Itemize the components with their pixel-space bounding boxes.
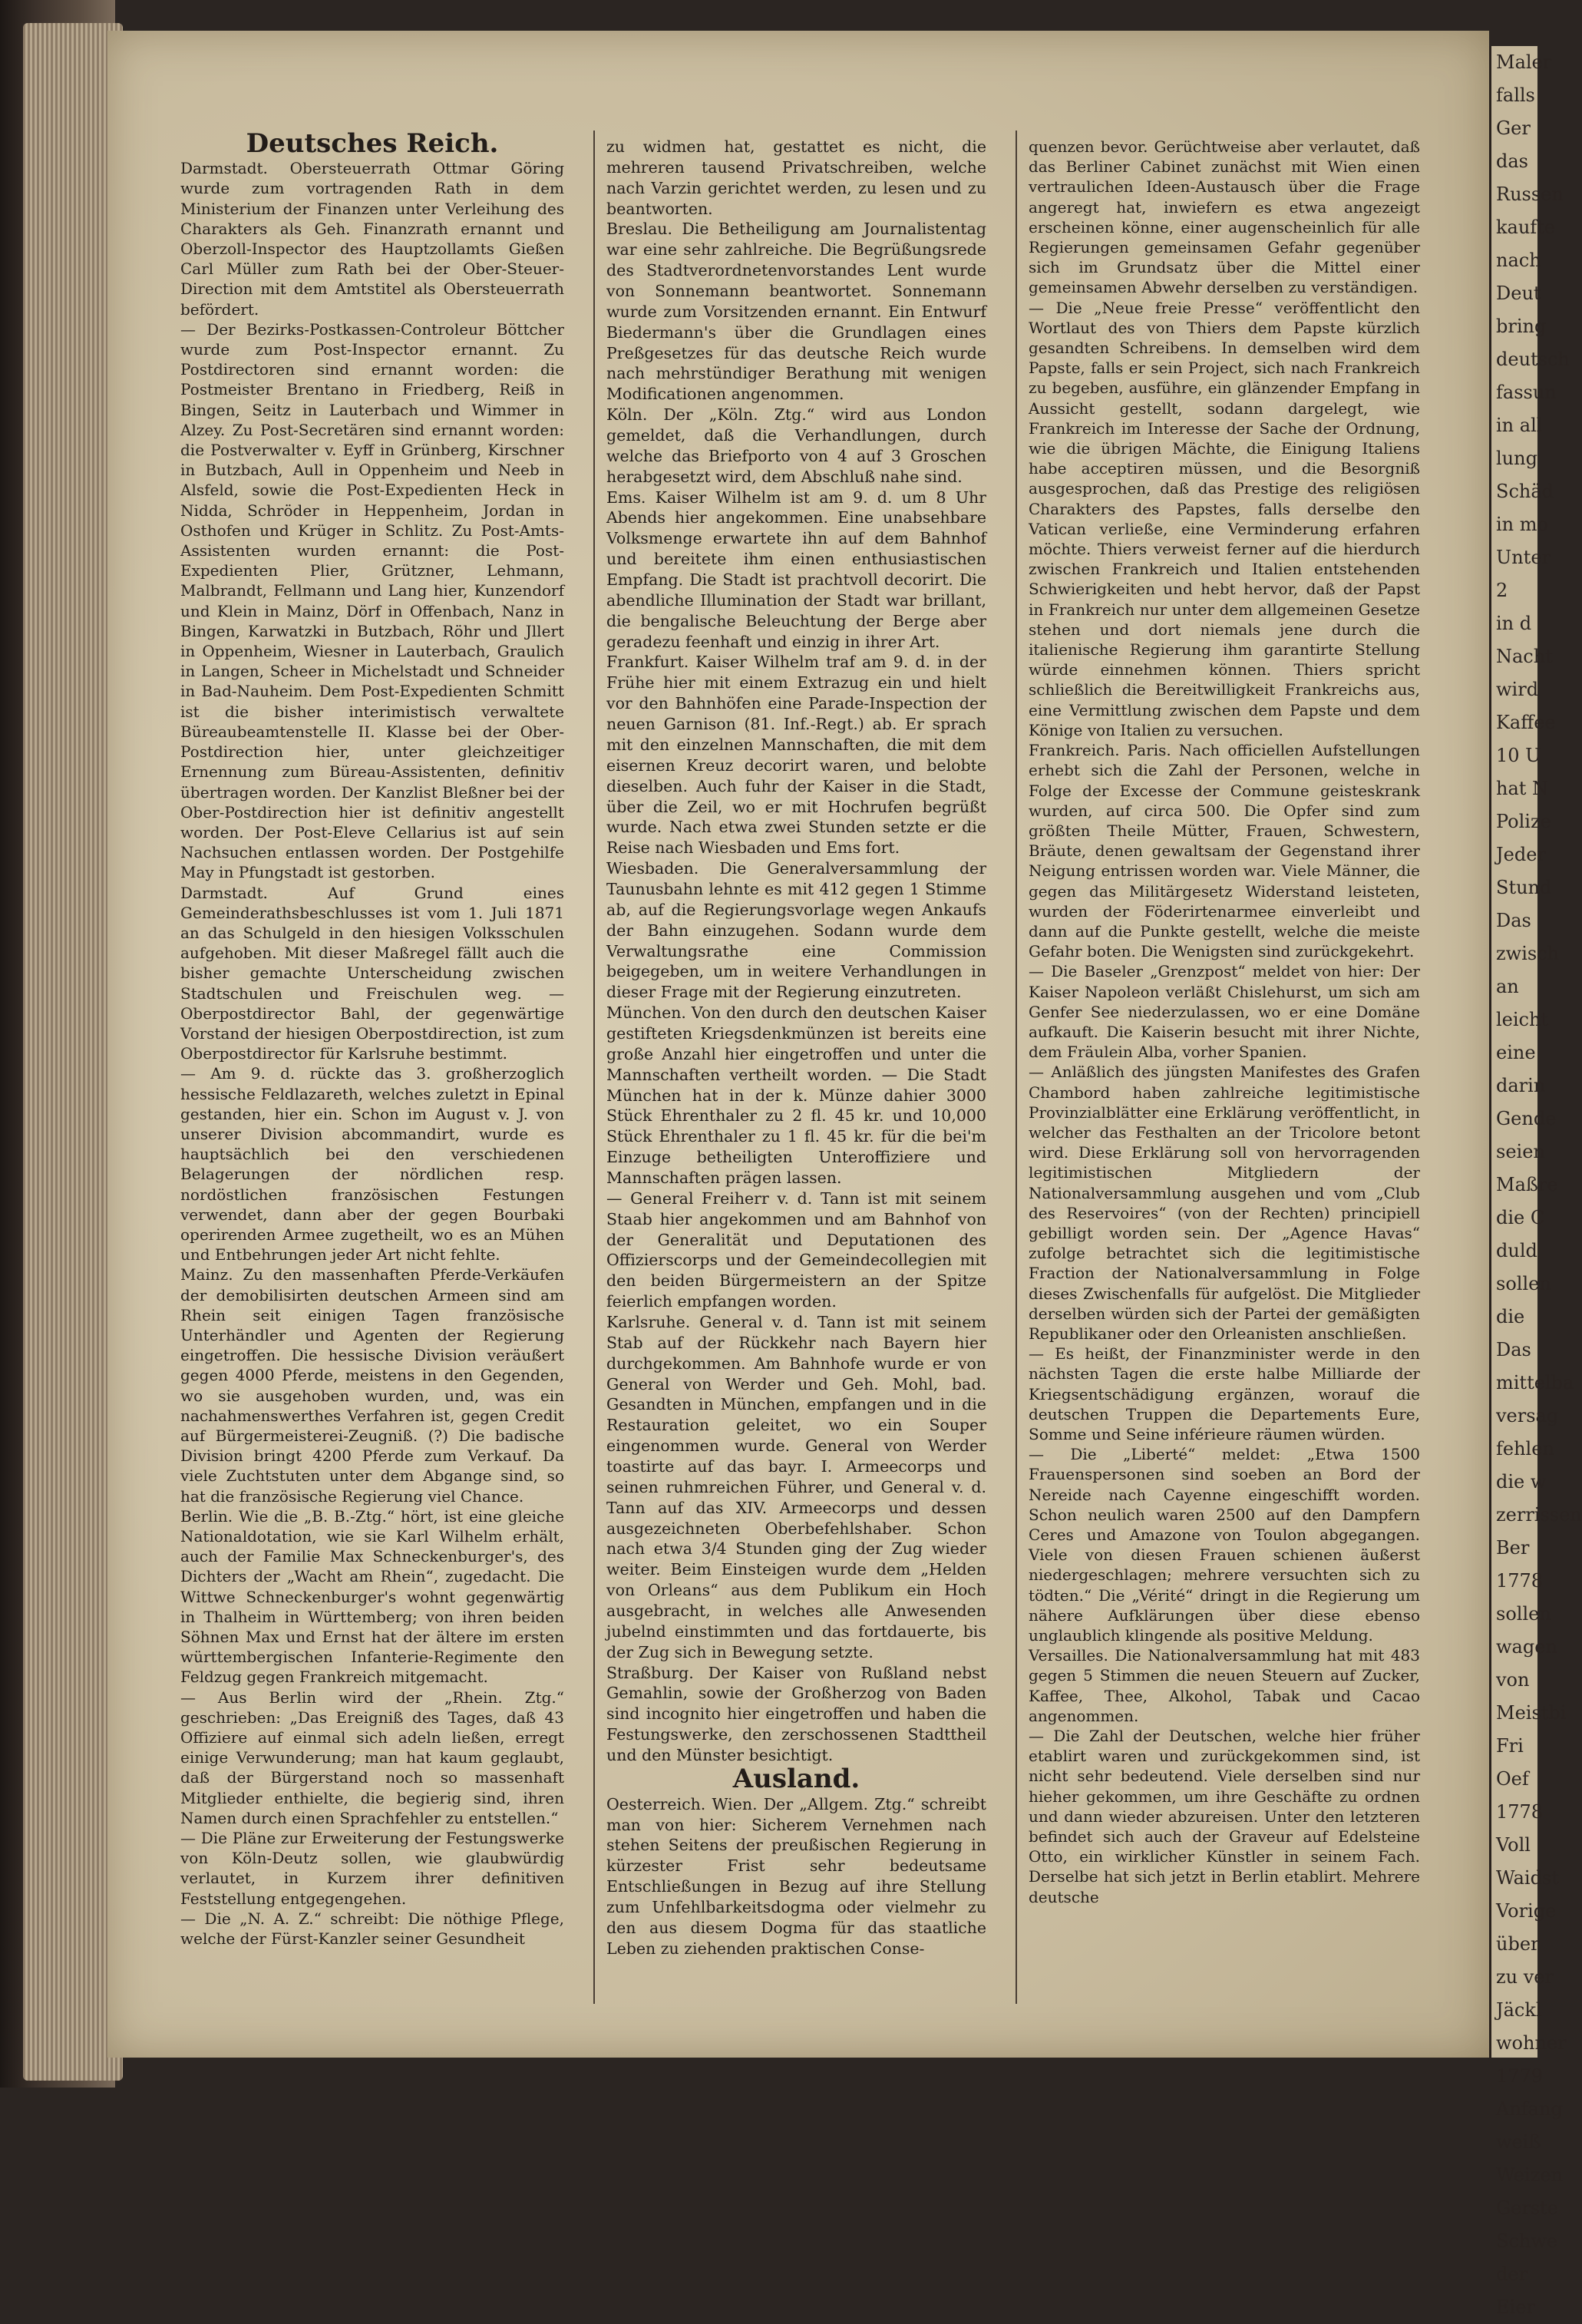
- next-page-word: Ber: [1496, 1537, 1530, 1559]
- article-paragraph: Karlsruhe. General v. d. Tann ist mit seinem Stab auf der Rückkehr nach Bayern hier durchgekommen. Am Bahnhofe wurde er von General von Werder und Geh. Mohl, bad. Gesandten in München, empfangen und in die Restauration geleitet, wo ein Souper eingenommen wurde. General von Werder toastirte auf das bayr. I. Armeecorps und seinen ruhmreichen Führer, und General v. d. Tann auf das XIV. Armeecorps und dessen ausgezeichneten Oberbefehlshaber. Schon nach etwa 3/4 Stunden ging der Zug wieder weiter. Beim Einsteigen wurde dem „Helden von Orleans“ aus dem Publikum ein Hoch ausgebracht, in welches alle Anwesenden jubelnd einstimmten und das fortdauerte, bis der Zug sich in Bewegung setzte.: [606, 1312, 986, 1661]
- next-page-word: Das: [1496, 910, 1531, 931]
- next-page-word: Russen: [1496, 183, 1564, 205]
- next-page-word: fehlen: [1496, 1438, 1554, 1460]
- next-page-word: in all: [1496, 415, 1543, 436]
- next-page-word: Fri: [1496, 1735, 1524, 1757]
- next-page-word: 2: [1496, 580, 1508, 601]
- article-paragraph: — Die „N. A. Z.“ schreibt: Die nöthige Pflege, welche der Fürst-Kanzler seiner Gesundheit: [180, 1909, 564, 1949]
- next-page-word: Voll: [1496, 1834, 1531, 1856]
- article-paragraph: Wiesbaden. Die Generalversammlung der Taunusbahn lehnte es mit 412 gegen 1 Stimme ab, auf die Regierungsvorlage wegen Ankaufs der Bahn einzugehen. Sodann wurde dem Verwaltungsrathe eine Commission beigegeben, um in weitere Verhandlungen in dieser Frage mit der Regierung einzutreten.: [606, 859, 986, 1002]
- next-page-word: deutsch: [1496, 349, 1570, 370]
- next-page-word: kaufte: [1496, 217, 1556, 238]
- article-paragraph: — Am 9. d. rückte das 3. großherzoglich hessische Feldlazareth, welches zuletzt in Epinal gestanden, hier ein. Schon im August v. J. von unserer Division abcommandirt, wurde es hauptsächlich bei den verschiedenen Belagerungen der nördlichen resp. nordöstlichen französischen Festungen verwendet, dann aber der gegen Bourbaki operirenden Armee zugetheilt, wo es an Mühen und Entbehrungen jeder Art nicht fehlte.: [180, 1064, 564, 1264]
- article-paragraph: — General Freiherr v. d. Tann ist mit seinem Staab hier angekommen und am Bahnhof von der Generalität und Deputationen des Offizierscorps und der Gemeindecollegien mit den beiden Bürgermeistern an der Spitze feierlich empfangen worden.: [606, 1188, 986, 1311]
- next-page-word: wagen: [1496, 1636, 1557, 1658]
- next-page-word: Jäckl: [1496, 1999, 1542, 2021]
- column-rule: [593, 131, 595, 2004]
- next-page-word: zu ver: [1496, 1966, 1554, 1988]
- next-page-word: fassun: [1496, 382, 1557, 403]
- next-page-word: sollen: [1496, 1273, 1551, 1294]
- next-page-word: die C: [1496, 1207, 1545, 1228]
- next-page-word: Weizen: [1496, 2164, 1563, 2186]
- next-page-word: Meistbi: [1496, 1702, 1567, 1724]
- next-page-word: die w: [1496, 1471, 1547, 1493]
- article-paragraph: — Es heißt, der Finanzminister werde in den nächsten Tagen die erste halbe Milliarde der Kriegsentschädigung ergänzen, worauf die deutschen Truppen die Departements Eure, Somme und Seine inférieure räumen würden.: [1029, 1344, 1420, 1443]
- next-page-word: Schwe: [1496, 2230, 1558, 2252]
- next-page-word: Das: [1496, 1339, 1531, 1360]
- next-page-word: Jeder: [1496, 844, 1546, 865]
- next-page-word: seien: [1496, 1141, 1545, 1162]
- article-paragraph: — Die Pläne zur Erweiterung der Festungswerke von Köln-Deutz sollen, wie glaubwürdig verlautet, in Kurzem ihrer definitiven Feststellung entgegengehen.: [180, 1829, 564, 1908]
- next-page-word: nach: [1496, 250, 1541, 271]
- article-paragraph: Breslau. Die Betheiligung am Journalistentag war eine sehr zahlreiche. Die Begrüßungsrede des Stadtverordnetenvorstandes Lent wurde von Sonnemann beantwortet. Sonnemann wurde zum Vorsitzenden ernannt. Ein Entwurf Biedermann's über die Grundlagen eines Preßgesetzes für das deutsche Reich wurde nach mehrstündiger Berathung mit wenigen Modificationen angenommen.: [606, 220, 986, 404]
- article-paragraph: Ems. Kaiser Wilhelm ist am 9. d. um 8 Uhr Abends hier angekommen. Eine unabsehbare Volksmenge erwartete ihn auf dem Bahnhof und bereitete ihm einen enthusiastischen Empfang. Die Stadt ist prachtvoll decorirt. Die abendliche Illumination der Stadt war brillant, die bengalische Beleuchtung der Berge aber geradezu feenhaft und einzig in ihrer Art.: [606, 488, 986, 651]
- article-paragraph: — Die „Neue freie Presse“ veröffentlicht den Wortlaut des von Thiers dem Papste kürzlich gesandten Schreibens. In demselben wird dem Papste, falls er sein Project, sich nach Frankreich zu begeben, ausführe, ein glänzender Empfang in Aussicht gestellt, sodann dargelegt, wie Frankreich im Interesse der Sache der Ordnung, wie die übrigen Mächte, die Einigung Italiens habe acceptiren müssen, und die Besorgniß ausgesprochen, daß das Prestige des religiösen Charakters des Papstes, falls derselbe den Vatican verließe, eine Verminderung erfahren möchte. Thiers verweist ferner auf die hierdurch zwischen Frankreich und Italien entstehenden Schwierigkeiten und hebt hervor, daß der Papst in Frankreich nur unter dem allgemeinen Gesetze stehen und dort niemals jene durch die italienische Regierung ihm garantirte Stellung würde einnehmen können. Thiers spricht schließlich die Bereitwilligkeit Frankreichs aus, eine Vermittlung zwischen dem Papste und dem Könige von Italien zu versuchen.: [1029, 298, 1420, 739]
- next-page-word: Maßre: [1496, 1174, 1558, 1195]
- article-paragraph: — Anläßlich des jüngsten Manifestes des Grafen Chambord haben zahlreiche legitimistische Provinzialblätter eine Erklärung veröffentlicht, in welcher das Festhalten an der Tricolore betont wird. Diese Erklärung soll von hervorragenden legitimistischen Mitgliedern der Nationalversammlung ausgehen und vom „Club des Reservoires“ (von der Rechten) principiell gebilligt worden sein. Der „Agence Havas“ zufolge betrachtet sich die legitimistische Fraction der Nationalversammlung in Folge dieses Zwischenfalls für aufgelöst. Die Mitglieder derselben würden sich der Partei der gemäßigten Republikaner oder den Orleanisten anschließen.: [1029, 1063, 1420, 1343]
- article-paragraph: Berlin. Wie die „B. B.-Ztg.“ hört, ist eine gleiche Nationaldotation, wie sie Karl Wilhelm erhält, auch der Familie Max Schneckenburger's, des Dichters der „Wacht am Rhein“, zugedacht. Die Wittwe Schneckenburger's wohnt gegenwärtig in Thalheim in Württemberg; von ihren beiden Söhnen Max und Ernst hat der ältere im ersten württembergischen Infanterie-Regimente den Feldzug gegen Frankreich mitgemacht.: [180, 1506, 564, 1687]
- article-paragraph: Straßburg. Der Kaiser von Rußland nebst Gemahlin, sowie der Großherzog von Baden sind incognito hier eingetroffen und haben die Festungswerke, den zerschossenen Stadttheil und den Münster besichtigt.: [606, 1663, 986, 1765]
- next-page-word: an: [1496, 976, 1519, 997]
- next-page-word: Kaffee: [1496, 712, 1556, 733]
- article-paragraph: Oesterreich. Wien. Der „Allgem. Ztg.“ schreibt man von hier: Sicherem Vernehmen nach stehen Seitens der preußischen Regierung in kürzester Frist sehr bedeutsame Entschließungen in Bezug auf ihre Stellung zum Unfehlbarkeitsdogma oder vielmehr zu den aus diesem Dogma für das staatliche Leben zu ziehenden praktischen Conse-: [606, 1794, 986, 1958]
- next-page-word: über: [1496, 1933, 1540, 1955]
- article-paragraph: quenzen bevor. Gerüchtweise aber verlautet, daß das Berliner Cabinet zunächst mit Wien einen vertraulichen Ideen-Austausch über die Frage angeregt hat, inwiefern es etwa angezeigt erscheinen könne, einer augenscheinlich für alle Regierungen gemeinsamen Gefahr gegenüber sich im Grundsatz über die Mittel einer gemeinsamen Abwehr derselben zu verständigen.: [1029, 137, 1420, 297]
- next-page-word: mittelba: [1496, 1372, 1574, 1393]
- next-page-word: falls: [1496, 84, 1535, 106]
- next-page-word: sollen: [1496, 1603, 1551, 1625]
- next-page-word: darin: [1496, 1075, 1546, 1096]
- next-page-word: 10 U: [1496, 745, 1541, 766]
- next-page-word: von: [1496, 1669, 1530, 1691]
- next-page-word: Deut: [1496, 283, 1541, 304]
- article-paragraph: Köln. Der „Köln. Ztg.“ wird aus London gemeldet, daß die Verhandlungen, durch welche das Briefporto von 4 auf 3 Groschen herabgesetzt wird, dem Abschluß nahe sind.: [606, 405, 986, 486]
- next-page-word: Nacht: [1496, 646, 1553, 667]
- next-page-word: versag: [1496, 1405, 1559, 1426]
- next-page-word: Gende: [1496, 1108, 1557, 1129]
- next-page-word: duld: [1496, 1240, 1537, 1261]
- next-page-word: leicht: [1496, 1009, 1549, 1030]
- next-page-word: Waidst: [1496, 1867, 1559, 1889]
- article-paragraph: Mainz. Zu den massenhaften Pferde-Verkäufen der demobilisirten deutschen Armeen sind am Rhein seit einigen Tagen französische Unterhändler und Agenten der Regierung eingetroffen. Die hessische Division veräußert gegen 4000 Pferde, meistens in den Gegenden, wo sie ausgehoben wurden, und, was ein nachahmenswerthes Verfahren ist, gegen Credit auf Bürgermeisterei-Zeugniß. (?) Die badische Division bringt 4200 Pferde zum Verkauf. Da viele Zuchtstuten unter dem Abgange sind, so hat die französische Regierung viel Chance.: [180, 1265, 564, 1506]
- next-page-word: die: [1496, 1306, 1525, 1327]
- article-paragraph: — Der Bezirks-Postkassen-Controleur Böttcher wurde zum Post-Inspector ernannt. Zu Postdirectoren sind ernannt worden: die Postmeister Brentano in Friedberg, Reiß in Bingen, Seitz in Lauterbach und Wimmer in Alzey. Zu Post-Secretären sind ernannt worden: die Postverwalter v. Eyff in Grünberg, Kirschner in Butzbach, Aull in Oppenheim und Neeb in Alsfeld, sowie die Post-Expedienten Heck in Nidda, Schröder in Heppenheim, Jordan in Osthofen und Krüger in Schlitz. Zu Post-Amts-Assistenten wurden ernannt: die Post-Expedienten Plier, Grützner, Lehmann, Malbrandt, Fellmann und Lang hier, Kunzendorf und Klein in Mainz, Dörf in Offenbach, Nanz in Bingen, Karwatzki in Butzbach, Röhr und Jllert in Oppenheim, Wiesner in Lauterbach, Graulich in Langen, Scheer in Michelstadt und Schneider in Bad-Nauheim. Dem Post-Expedienten Schmitt ist die bisher interimistisch verwaltete Büreaubeamtenstelle II. Klasse bei der Ober-Postdirection hier, unter gleichzeitiger Ernennung zum Büreau-Assistenten, definitiv übertragen worden. Der Kanzlist Bleßner bei der Ober-Postdirection hier ist definitiv angestellt worden. Der Post-Eleve Cellarius ist auf sein Nachsuchen entlassen worden. Der Postgehilfe May in Pfungstadt ist gestorben.: [180, 319, 564, 882]
- next-page-word: Polize: [1496, 811, 1551, 832]
- article-paragraph: zu widmen hat, gestattet es nicht, die mehreren tausend Privatschreiben, welche nach Varzin gerichtet werden, zu lesen und zu beantworten.: [606, 137, 986, 218]
- next-page-word: Stund: [1496, 877, 1552, 898]
- next-page-word: hat N: [1496, 778, 1549, 799]
- column-rule: [1016, 131, 1017, 2004]
- article-paragraph: Versailles. Die Nationalversammlung hat mit 483 gegen 5 Stimmen die neuen Steuern auf Zucker, Kaffee, Thee, Alkohol, Tabak und Cacao angenommen.: [1029, 1646, 1420, 1725]
- next-page-word: der: [1496, 2263, 1528, 2285]
- next-page-word: das: [1496, 150, 1528, 172]
- next-page-word: Gerste: [1496, 2197, 1559, 2219]
- section-heading-ausland: Ausland.: [732, 1763, 860, 1794]
- next-page-word: lung: [1496, 448, 1537, 469]
- article-paragraph: — Die Baseler „Grenzpost“ meldet von hier: Der Kaiser Napoleon verläßt Chislehurst, um sich am Genfer See niederzulassen, wo er eine Domäne aufkauft. Die Kaiserin besucht mit ihrer Nichte, dem Fräulein Alba, vorher Spanien.: [1029, 962, 1420, 1062]
- adjacent-page-fragment: [1489, 46, 1582, 2318]
- next-page-word: 1778: [1496, 1570, 1544, 1592]
- next-page-word: zwisch: [1496, 943, 1560, 964]
- next-page-word: 1778: [1496, 1801, 1544, 1823]
- next-page-word: 1779: [1496, 2065, 1544, 2087]
- article-paragraph: — Die „Liberté“ meldet: „Etwa 1500 Frauenspersonen sind soeben an Bord der Nereide nach Cayenne eingeschifft worden. Schon neulich waren 2500 auf den Dampfern Ceres und Amazone von Toulon abgegangen. Viele von diesen Frauen schienen äußerst niedergeschlagen; mehrere versuchten sich zu tödten.“ Die „Vérité“ dringt in die Regierung um nähere Aufklärungen über diese ebenso unglaublich klingende als positive Meldung.: [1029, 1445, 1420, 1645]
- article-paragraph: — Aus Berlin wird der „Rhein. Ztg.“ geschrieben: „Das Ereigniß des Tages, daß 43 Offiziere auf einmal sich adeln ließen, erregt einige Verwunderung; man hat kaum geglaubt, daß der Bürgerstand noch so massenhaft Mitglieder enthielte, die begierig sind, ihren Namen durch einen Sprachfehler zu entstellen.“: [180, 1688, 564, 1827]
- next-page-word: Schäd: [1496, 481, 1554, 502]
- next-page-word: wohner: [1496, 2032, 1567, 2054]
- article-paragraph: Frankreich. Paris. Nach officiellen Aufstellungen erhebt sich die Zahl der Personen, welche in Folge der Excesse der Commune geisteskrank wurden, auf circa 500. Die Opfer sind zum größten Theile Mütter, Frauen, Schwestern, Bräute, denen gewaltsam der Gegenstand ihrer Neigung entrissen worden war. Viele Männer, die gegen das Militärgesetz Widerstand leisteten, wurden der Föderirtenarmee einverleibt und dann auf die Punkte gestellt, welche die meiste Gefahr boten. Die Wenigsten sind zurückgekehrt.: [1029, 741, 1420, 961]
- column-1: [180, 128, 564, 1949]
- next-page-word: Maler: [1496, 51, 1552, 73]
- column-2: [606, 137, 986, 1959]
- next-page-word: eine: [1496, 1042, 1536, 1063]
- next-page-word: weiß: [1496, 2131, 1541, 2153]
- next-page-word: zerrissen: [1496, 1504, 1582, 1526]
- next-page-word: in d: [1496, 613, 1532, 634]
- article-paragraph: Darmstadt. Auf Grund eines Gemeinderathsbeschlusses ist vom 1. Juli 1871 an das Schulgeld in den hiesigen Volksschulen aufgehoben. Mit dieser Maßregel fällt auch die bisher gemachte Unterscheidung zwischen Stadtschulen und Freischulen weg. — Oberpostdirector Bahl, der gegenwärtige Vorstand der hiesigen Oberpostdirection, ist zum Oberpostdirector für Karlsruhe bestimmt.: [180, 883, 564, 1063]
- next-page-word: Vorige: [1496, 1900, 1557, 1922]
- next-page-word: bring: [1496, 316, 1547, 337]
- article-paragraph: Frankfurt. Kaiser Wilhelm traf am 9. d. in der Frühe hier mit einem Extrazug ein und hielt vor den Bahnhöfen eine Parade-Inspection der neuen Garnison (81. Inf.-Regt.) ab. Er sprach mit den einzelnen Mannschaften, die mit dem eisernen Kreuz decorirt waren, und belobte dieselben. Auch fuhr der Kaiser in die Stadt, über die Zeil, wo er mit Hochrufen begrüßt wurde. Nach etwa zwei Stunden setzte er die Reise nach Wiesbaden und Ems fort.: [606, 653, 986, 858]
- next-page-word: Oef: [1496, 1768, 1529, 1790]
- article-paragraph: München. Von den durch den deutschen Kaiser gestifteten Kriegsdenkmünzen ist bereits eine große Anzahl hier eingetroffen und unter die Mannschaften vertheilt worden. — Die Stadt München hat in der k. Münze dahier 3000 Stück Ehrenthaler zu 2 fl. 45 kr. und 10,000 Stück Ehrenthaler zu 1 fl. 45 kr. für die bei'm Einzuge betheiligten Unteroffiziere und Mannschaften prägen lassen.: [606, 1003, 986, 1187]
- column-3: [1029, 137, 1420, 1907]
- next-page-word: Eier: [1496, 2296, 1535, 2318]
- next-page-word: Unter: [1496, 547, 1551, 568]
- next-page-word: wird: [1496, 679, 1539, 700]
- section-heading-reich: Deutsches Reich.: [246, 128, 499, 159]
- article-paragraph: Darmstadt. Obersteuerrath Ottmar Göring wurde zum vortragenden Rath in dem Ministerium der Finanzen unter Verleihung des Charakters als Geh. Finanzrath ernannt und Oberzoll-Inspector des Hauptzollamts Gießen Carl Müller zum Rath bei der Ober-Steuer-Direction mit dem Amtstitel als Obersteuerrath befördert.: [180, 159, 564, 319]
- next-page-word: Anfang: [1496, 2098, 1563, 2120]
- next-page-word: in mo: [1496, 514, 1548, 535]
- next-page-word: Ger: [1496, 117, 1531, 139]
- article-paragraph: — Die Zahl der Deutschen, welche hier früher etablirt waren und zurückgekommen sind, ist nicht sehr bedeutend. Viele derselben sind nur hieher gekommen, um ihre Geschäfte zu ordnen und dann wieder abzureisen. Unter den letzteren befindet sich auch der Graveur auf Edelsteine Otto, ein wirklicher Künstler in seinem Fach. Derselbe hat sich jetzt in Berlin etablirt. Mehrere deutsche: [1029, 1727, 1420, 1906]
